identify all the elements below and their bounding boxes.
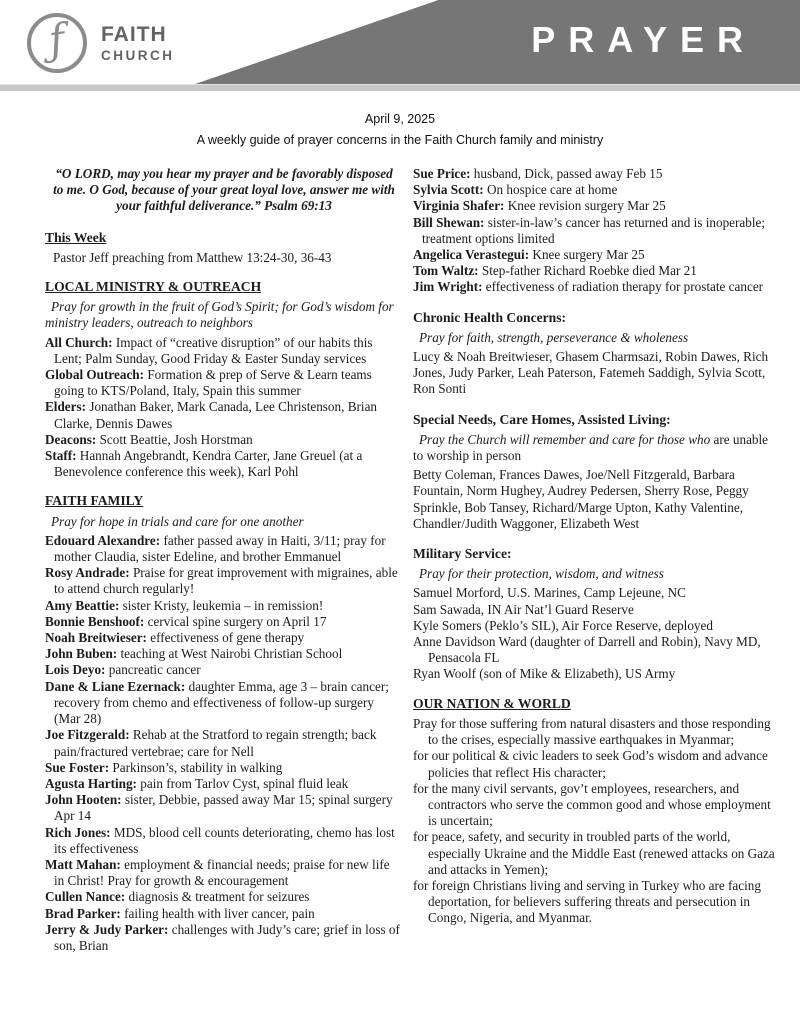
person-name: Staff: <box>45 448 77 464</box>
prayer-entry <box>413 166 775 182</box>
prayer-paragraph: Samuel Morford, U.S. Marines, Camp Lejeune, NC <box>413 585 686 601</box>
prayer-entry <box>45 825 403 857</box>
prayer-request-text: cervical spine surgery on April 17 <box>147 613 327 629</box>
prayer-entry <box>45 792 403 824</box>
note-italic-text: Pray the Church will remember and care for those who <box>419 431 711 447</box>
prayer-focus-note <box>45 299 403 331</box>
prayer-focus-note <box>413 330 775 346</box>
prayer-request-text: Knee revision surgery Mar 25 <box>507 198 666 214</box>
prayer-entry <box>45 367 403 399</box>
prayer-request-text: Impact of “creative disruption” of our habits this Lent; Palm Sunday, Good Friday & Easter Sunday services <box>54 334 373 366</box>
prayer-entry <box>45 646 403 662</box>
prayer-request-text: Rehab at the Stratford to regain strength; back pain/fractured vertebrae; care for Nell <box>54 727 377 759</box>
prayer-entry <box>45 614 403 630</box>
person-name: John Buben: <box>45 646 118 662</box>
prayer-entry <box>45 662 403 678</box>
prayer-entry <box>413 247 775 263</box>
right-column <box>413 166 775 954</box>
prayer-paragraph: for foreign Christians living and serving in Turkey who are facing deportation, for believers suffering threats and persecution in Congo, Nigeria, and Myanmar. <box>413 877 761 926</box>
prayer-entry <box>45 448 403 480</box>
prayer-entry <box>413 279 775 295</box>
note-italic-text: Pray for growth in the fruit of God’s Spirit; for God’s wisdom for ministry leaders, outreach to neighbors <box>45 299 394 331</box>
text-line: Lucy & Noah Breitwieser, Ghasem Charmsazi, Robin Dawes, Rich Jones, Judy Parker, Leah Paterson, Fatemeh Saddigh, Sylvia Scott, Ron Sonti <box>413 349 769 397</box>
prayer-paragraph: Anne Davidson Ward (daughter of Darrell and Robin), Navy MD, Pensacola FL <box>413 634 761 666</box>
left-column <box>45 166 403 954</box>
prayer-request-text: effectiveness of radiation therapy for prostate cancer <box>485 279 764 295</box>
prayer-request-text: Parkinson’s, stability in walking <box>112 759 283 775</box>
prayer-paragraph: for peace, safety, and security in troubled parts of the world, especially Ukraine and the Middle East (renewed attacks on Gaza and attacks in Yemen); <box>413 829 775 877</box>
prayer-request-text: sister Kristy, leukemia – in remission! <box>122 597 324 613</box>
prayer-focus-note <box>45 514 403 530</box>
person-name: Bonnie Benshoof: <box>45 613 145 629</box>
content-columns <box>0 166 800 954</box>
person-name: Virginia Shafer: <box>413 198 505 214</box>
page-header <box>0 0 800 91</box>
prayer-paragraph: Kyle Somers (Peklo’s SIL), Air Force Reserve, deployed <box>413 617 713 633</box>
person-name: Jerry & Judy Parker: <box>45 921 169 937</box>
prayer-request-text: Scott Beattie, Josh Horstman <box>99 431 253 447</box>
guide-subtitle: A weekly guide of prayer concerns in the Faith Church family and ministry <box>196 133 604 147</box>
prayer-request-text: Step-father Richard Roebke died Mar 21 <box>481 263 697 279</box>
person-name: Lois Deyo: <box>45 662 106 678</box>
person-name: Angelica Verastegui: <box>413 247 530 263</box>
prayer-entry <box>45 727 403 759</box>
section-heading: OUR NATION & WORLD <box>413 695 571 711</box>
prayer-entry <box>45 335 403 367</box>
faith-church-logo <box>27 13 175 73</box>
prayer-entry <box>45 630 403 646</box>
logo-circle-icon <box>27 13 87 73</box>
person-name: Tom Waltz: <box>413 263 479 279</box>
header-divider <box>0 84 800 91</box>
prayer-request-text: husband, Dick, passed away Feb 15 <box>473 166 663 181</box>
section-heading: FAITH FAMILY <box>45 493 144 509</box>
prayer-request-text: On hospice care at home <box>487 182 618 198</box>
person-name: Noah Breitwieser: <box>45 630 147 646</box>
prayer-entry <box>45 679 403 728</box>
prayer-entry <box>413 198 775 214</box>
prayer-entry <box>45 922 403 954</box>
subsection-heading: Special Needs, Care Homes, Assisted Living: <box>413 411 671 427</box>
person-name: Sue Price: <box>413 166 471 181</box>
note-italic-text: Pray for hope in trials and care for one another <box>51 513 304 529</box>
prayer-request-text: Hannah Angebrandt, Kendra Carter, Jane Greuel (at a Benevolence conference this week), Karl Pohl <box>54 448 363 480</box>
prayer-request-text: sister, Debbie, passed away Mar 15; spinal surgery Apr 14 <box>54 792 393 824</box>
logo-script-f-icon: ƒ <box>45 14 69 65</box>
prayer-entry <box>45 906 403 922</box>
prayer-paragraph: for our political & civic leaders to seek God’s wisdom and advance policies that reflect His character; <box>413 748 768 780</box>
person-name: Bill Shewan: <box>413 214 485 230</box>
prayer-entry <box>45 565 403 597</box>
prayer-paragraph: Ryan Woolf (son of Mike & Elizabeth), US Army <box>413 666 676 682</box>
person-name: Elders: <box>45 399 87 415</box>
note-plain-text: are unable to worship in person <box>413 431 769 464</box>
prayer-entry <box>45 760 403 776</box>
section-heading: LOCAL MINISTRY & OUTREACH <box>45 279 262 295</box>
prayer-entry <box>413 182 775 198</box>
prayer-request-text: daughter Emma, age 3 – brain cancer; recovery from chemo and effectiveness of follow-up surgery (Mar 28) <box>54 678 389 727</box>
person-name: Edouard Alexandre: <box>45 532 161 548</box>
prayer-request-text: diagnosis & treatment for seizures <box>128 889 310 905</box>
prayer-focus-note <box>413 566 775 582</box>
prayer-entry <box>45 857 403 889</box>
person-name: Jim Wright: <box>413 279 483 295</box>
prayer-request-text: teaching at West Nairobi Christian School <box>120 646 343 662</box>
prayer-entry <box>45 776 403 792</box>
prayer-request-text: Formation & prep of Serve & Learn teams going to KTS/Poland, Italy, Spain this summer <box>54 367 372 399</box>
prayer-focus-note <box>413 432 775 464</box>
person-name: Agusta Harting: <box>45 775 137 791</box>
logo-text <box>101 24 175 63</box>
prayer-entry <box>45 889 403 905</box>
person-name: Rosy Andrade: <box>45 565 130 581</box>
subsection-heading: Chronic Health Concerns: <box>413 309 567 325</box>
prayer-request-text: failing health with liver cancer, pain <box>124 905 315 921</box>
prayer-entry <box>413 215 775 247</box>
person-name: Joe Fitzgerald: <box>45 727 130 743</box>
banner-title: PRAYER <box>531 19 756 60</box>
scripture-quote: “O LORD, may you hear my prayer and be favorably disposed to me. O God, because of your great loyal love, answer me with your faithful deliverance.” Psalm 69:13 <box>53 166 395 214</box>
prayer-request-text: Knee surgery Mar 25 <box>532 247 645 263</box>
person-name: Brad Parker: <box>45 905 121 921</box>
prayer-entry <box>45 399 403 431</box>
prayer-request-text: pancreatic cancer <box>108 662 201 678</box>
logo-subname: CHURCH <box>101 47 175 63</box>
prayer-request-text: challenges with Judy’s care; grief in loss of son, Brian <box>54 921 400 953</box>
person-name: Rich Jones: <box>45 824 111 840</box>
prayer-request-text: employment & financial needs; praise for new life in Christ! Pray for growth & encouragement <box>54 856 390 889</box>
text-line: Betty Coleman, Frances Dawes, Joe/Nell Fitzgerald, Barbara Fountain, Norm Hughey, Audrey Pedersen, Sherry Rose, Peggy Sprinkle, Bob Tansey, Richard/Marge Upton, Kathy Valentine, Chandler/Judith Waggoner, Elizabeth West <box>413 467 749 531</box>
person-name: Global Outreach: <box>45 367 145 383</box>
prayer-request-text: MDS, blood cell counts deteriorating, chemo has lost its effectiveness <box>54 824 395 856</box>
person-name: Sue Foster: <box>45 759 110 775</box>
text-line: Pastor Jeff preaching from Matthew 13:24-30, 36-43 <box>53 249 332 265</box>
logo-name: FAITH <box>101 22 167 46</box>
prayer-paragraph: Pray for those suffering from natural disasters and those responding to the crises, especially massive earthquakes in Myanmar; <box>413 715 771 748</box>
section-heading: This Week <box>45 229 107 245</box>
subsection-heading: Military Service: <box>413 546 512 562</box>
note-italic-text: Pray for faith, strength, perseverance & wholeness <box>419 329 689 345</box>
prayer-request-text: father passed away in Haiti, 3/11; pray for mother Claudia, sister Edeline, and brother Emmanuel <box>54 532 386 565</box>
prayer-entry <box>45 533 403 565</box>
prayer-request-text: pain from Tarlov Cyst, spinal fluid leak <box>140 775 349 791</box>
person-name: Dane & Liane Ezernack: <box>45 678 186 694</box>
person-name: Deacons: <box>45 431 97 447</box>
person-name: Matt Mahan: <box>45 856 121 872</box>
prayer-request-text: sister-in-law’s cancer has returned and is inoperable; treatment options limited <box>422 214 766 246</box>
prayer-request-text: effectiveness of gene therapy <box>150 630 305 646</box>
prayer-paragraph: Sam Sawada, IN Air Nat’l Guard Reserve <box>413 601 634 617</box>
person-name: John Hooten: <box>45 792 122 808</box>
person-name: Amy Beattie: <box>45 597 120 613</box>
prayer-paragraph: for the many civil servants, gov’t employees, researchers, and contractors who serve the common good and whose employment is uncertain; <box>413 780 771 829</box>
prayer-request-text: Praise for great improvement with migraines, able to attend church regularly! <box>54 565 398 597</box>
prayer-entry <box>413 263 775 279</box>
note-italic-text: Pray for their protection, wisdom, and witness <box>419 566 664 582</box>
prayer-entry <box>45 432 403 448</box>
person-name: Sylvia Scott: <box>413 182 484 198</box>
person-name: All Church: <box>45 334 113 350</box>
person-name: Cullen Nance: <box>45 889 126 905</box>
prayer-request-text: Jonathan Baker, Mark Canada, Lee Christenson, Brian Clarke, Dennis Dawes <box>54 399 378 431</box>
issue-date: April 9, 2025 <box>364 112 436 126</box>
prayer-entry <box>45 598 403 614</box>
